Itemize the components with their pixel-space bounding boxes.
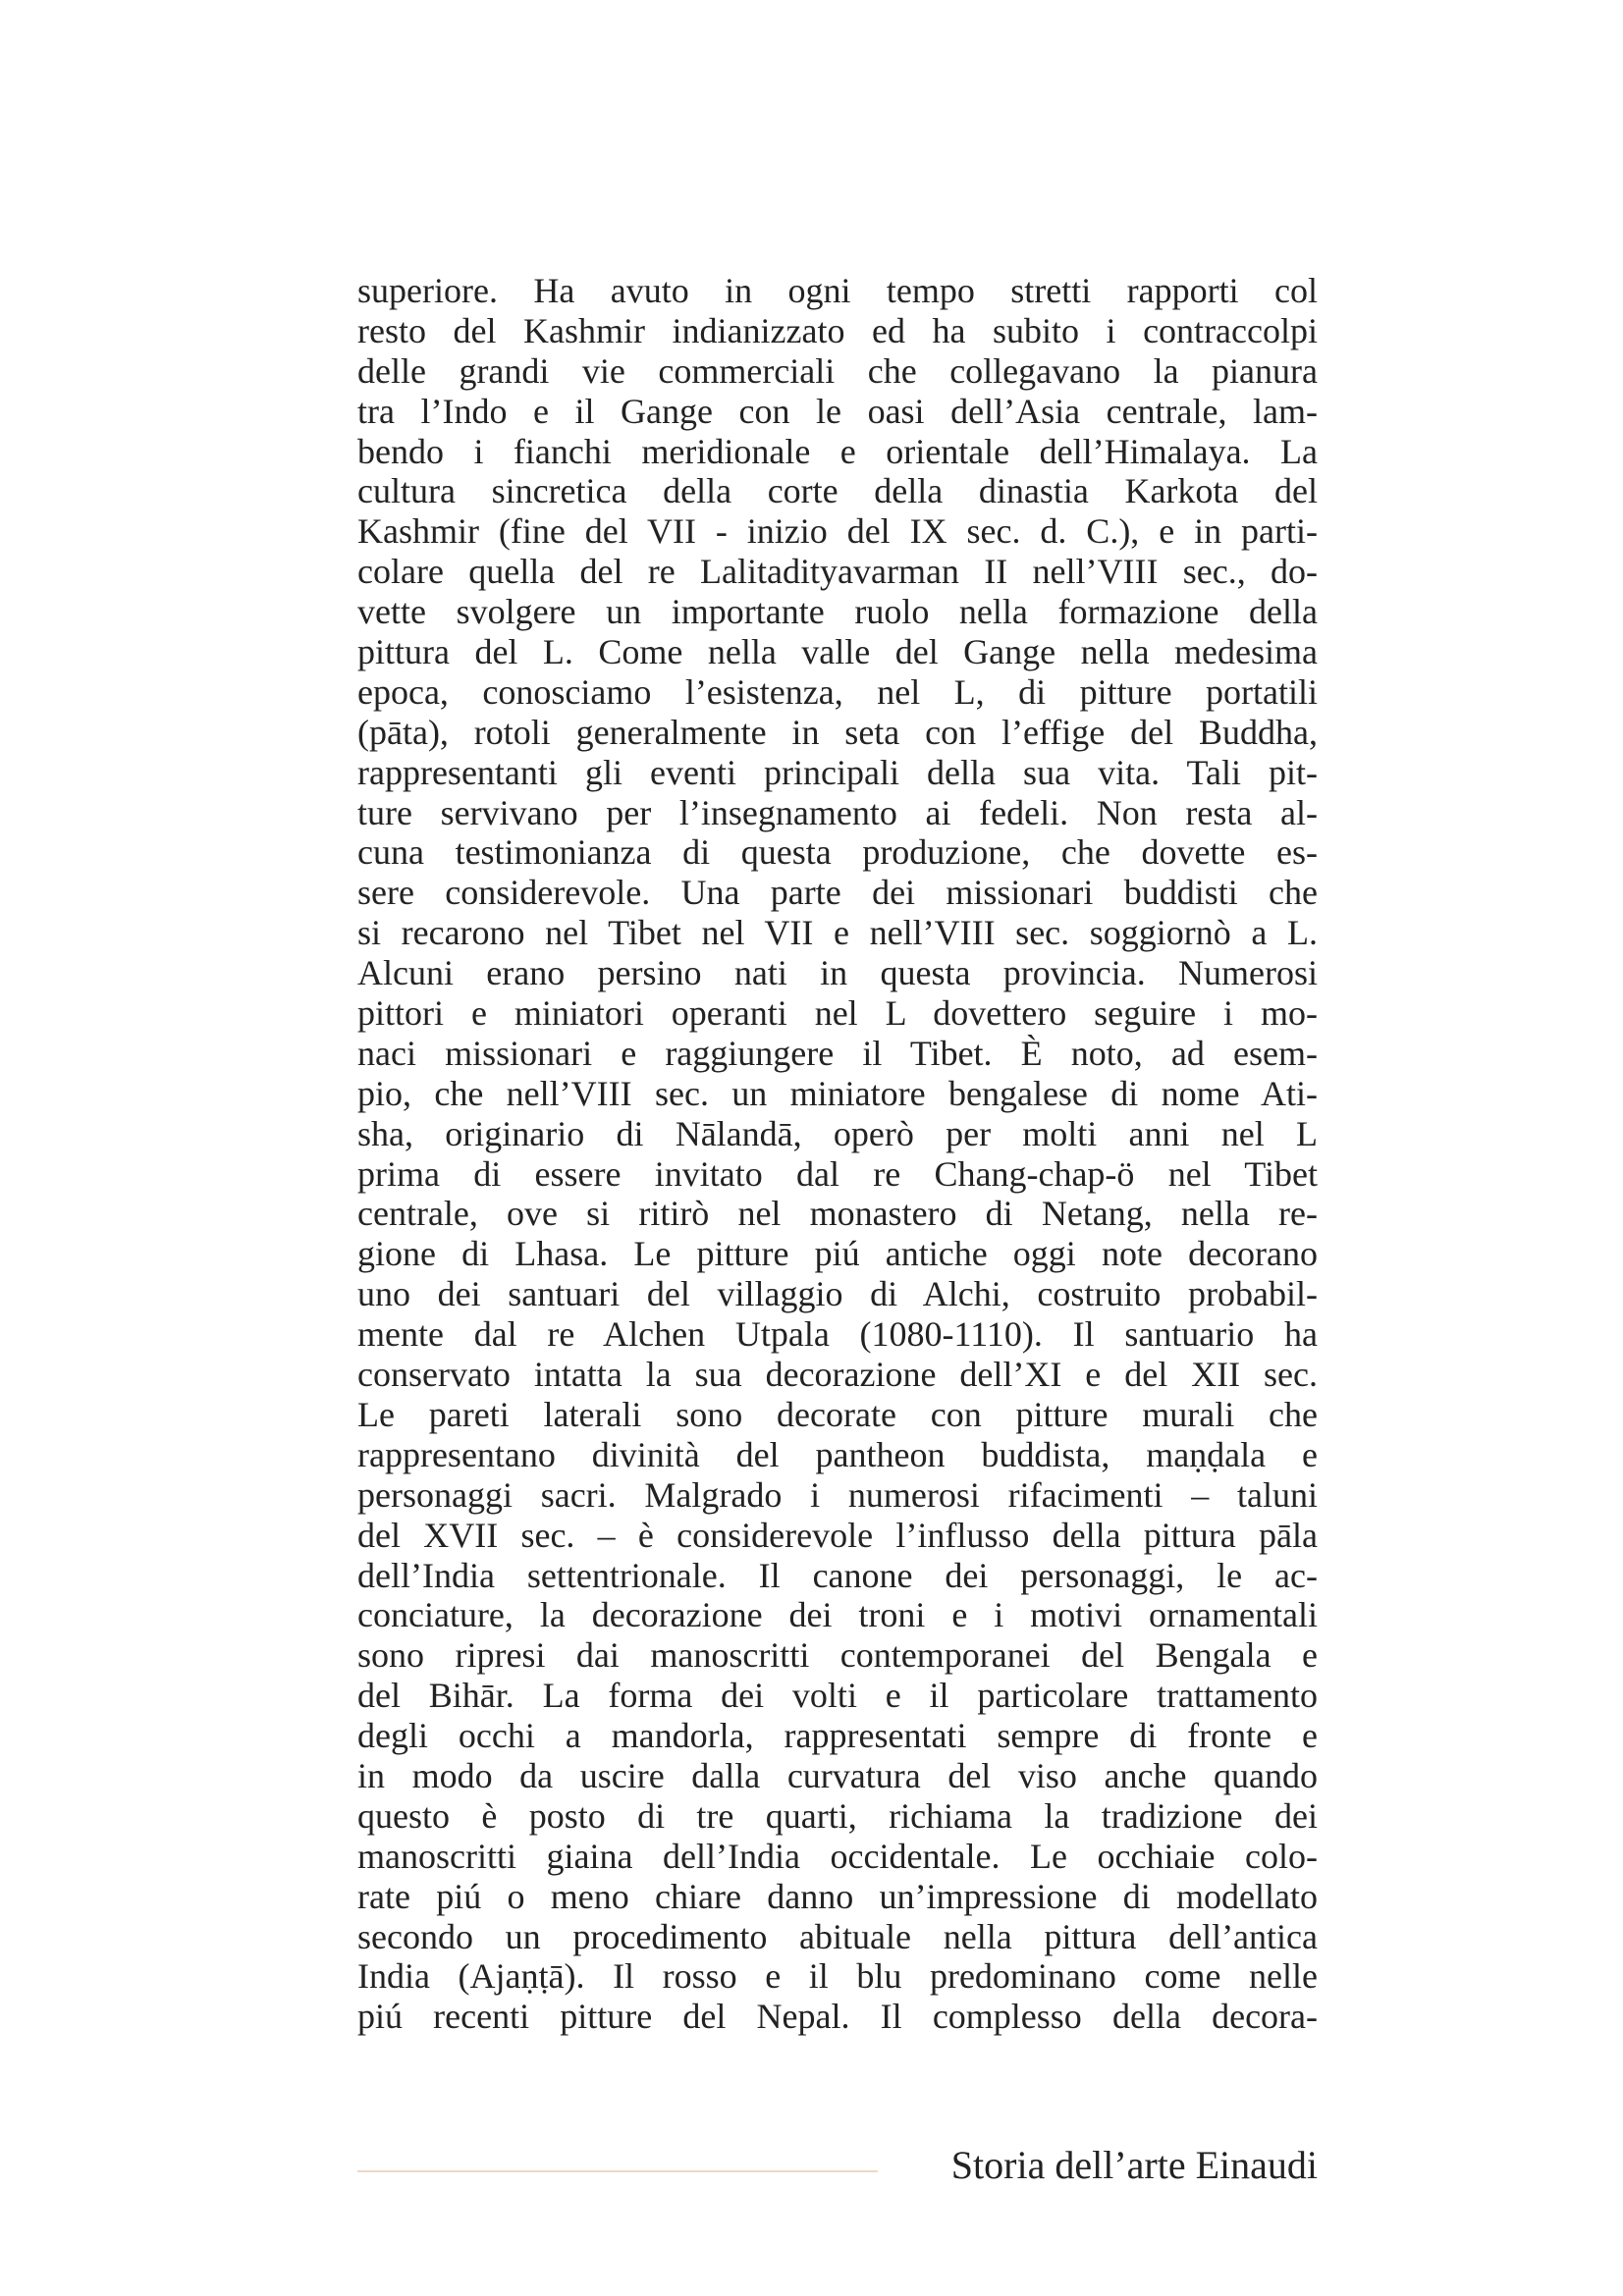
text-line: conservato intatta la sua decorazione dell’XI e del XII sec. xyxy=(357,1355,1318,1395)
text-line: gione di Lhasa. Le pitture piú antiche oggi note decorano xyxy=(357,1234,1318,1274)
text-line: delle grandi vie commerciali che collegavano la pianura xyxy=(357,350,1318,391)
text-line: (pāta), rotoli generalmente in seta con l’effige del Buddha, xyxy=(357,712,1318,752)
text-line: vette svolgere un importante ruolo nella formazione della xyxy=(357,592,1318,632)
text-line: India (Ajaṇṭā). Il rosso e il blu predominano come nelle xyxy=(357,1956,1318,1997)
text-line: sha, originario di Nālandā, operò per molti anni nel L xyxy=(357,1113,1318,1153)
footer-title: Storia dell’arte Einaudi xyxy=(950,2143,1318,2187)
text-line: questo è posto di tre quarti, richiama la tradizione dei xyxy=(357,1795,1318,1836)
body-text xyxy=(357,271,1318,2037)
text-line: secondo un procedimento abituale nella pittura dell’antica xyxy=(357,1916,1318,1956)
text-line: del Bihār. La forma dei volti e il particolare trattamento xyxy=(357,1676,1318,1716)
text-line: del XVII sec. – è considerevole l’influsso della pittura pāla xyxy=(357,1515,1318,1555)
text-line: manoscritti giaina dell’India occidentale. Le occhiaie colo- xyxy=(357,1836,1318,1876)
text-line: Kashmir (fine del VII - inizio del IX sec. d. C.), e in parti- xyxy=(357,511,1318,552)
text-line: degli occhi a mandorla, rappresentati sempre di fronte e xyxy=(357,1716,1318,1756)
text-line: Le pareti laterali sono decorate con pitture murali che xyxy=(357,1394,1318,1434)
text-line: tra l’Indo e il Gange con le oasi dell’Asia centrale, lam- xyxy=(357,391,1318,431)
text-line: in modo da uscire dalla curvatura del viso anche quando xyxy=(357,1755,1318,1795)
text-line: Alcuni erano persino nati in questa provincia. Numerosi xyxy=(357,953,1318,993)
text-line: prima di essere invitato dal re Chang-chap-ö nel Tibet xyxy=(357,1153,1318,1194)
text-line: sono ripresi dai manoscritti contemporanei del Bengala e xyxy=(357,1635,1318,1676)
text-line: rappresentanti gli eventi principali della sua vita. Tali pit- xyxy=(357,752,1318,792)
text-line: bendo i fianchi meridionale e orientale dell’Himalaya. La xyxy=(357,431,1318,471)
text-line: rate piú o meno chiare danno un’impressione di modellato xyxy=(357,1876,1318,1916)
text-line: mente dal re Alchen Utpala (1080-1110). Il santuario ha xyxy=(357,1314,1318,1355)
text-line: epoca, conosciamo l’esistenza, nel L, di pitture portatili xyxy=(357,671,1318,712)
text-line: sere considerevole. Una parte dei missionari buddisti che xyxy=(357,873,1318,913)
text-line: rappresentano divinità del pantheon buddista, maṇḍala e xyxy=(357,1434,1318,1474)
text-line: centrale, ove si ritirò nel monastero di Netang, nella re- xyxy=(357,1194,1318,1234)
text-line: resto del Kashmir indianizzato ed ha subito i contraccolpi xyxy=(357,310,1318,350)
text-line: pittori e miniatori operanti nel L dovettero seguire i mo- xyxy=(357,993,1318,1034)
text-line: piú recenti pitture del Nepal. Il complesso della decora- xyxy=(357,1997,1318,2037)
footer-divider xyxy=(357,2170,878,2172)
text-line: pittura del L. Come nella valle del Gange nella medesima xyxy=(357,632,1318,672)
text-line: cuna testimonianza di questa produzione, che dovette es- xyxy=(357,832,1318,873)
text-line: uno dei santuari del villaggio di Alchi, costruito probabil- xyxy=(357,1274,1318,1314)
text-line: dell’India settentrionale. Il canone dei personaggi, le ac- xyxy=(357,1555,1318,1595)
text-line: personaggi sacri. Malgrado i numerosi rifacimenti – taluni xyxy=(357,1474,1318,1515)
text-line: naci missionari e raggiungere il Tibet. È noto, ad esem- xyxy=(357,1033,1318,1073)
text-line: conciature, la decorazione dei troni e i motivi ornamentali xyxy=(357,1595,1318,1635)
text-line: colare quella del re Lalitadityavarman II nell’VIII sec., do- xyxy=(357,552,1318,592)
text-line: ture servivano per l’insegnamento ai fedeli. Non resta al- xyxy=(357,792,1318,832)
text-line: cultura sincretica della corte della dinastia Karkota del xyxy=(357,471,1318,511)
text-line: superiore. Ha avuto in ogni tempo stretti rapporti col xyxy=(357,271,1318,310)
text-line: si recarono nel Tibet nel VII e nell’VIII sec. soggiornò a L. xyxy=(357,913,1318,953)
text-line: pio, che nell’VIII sec. un miniatore bengalese di nome Ati- xyxy=(357,1073,1318,1113)
